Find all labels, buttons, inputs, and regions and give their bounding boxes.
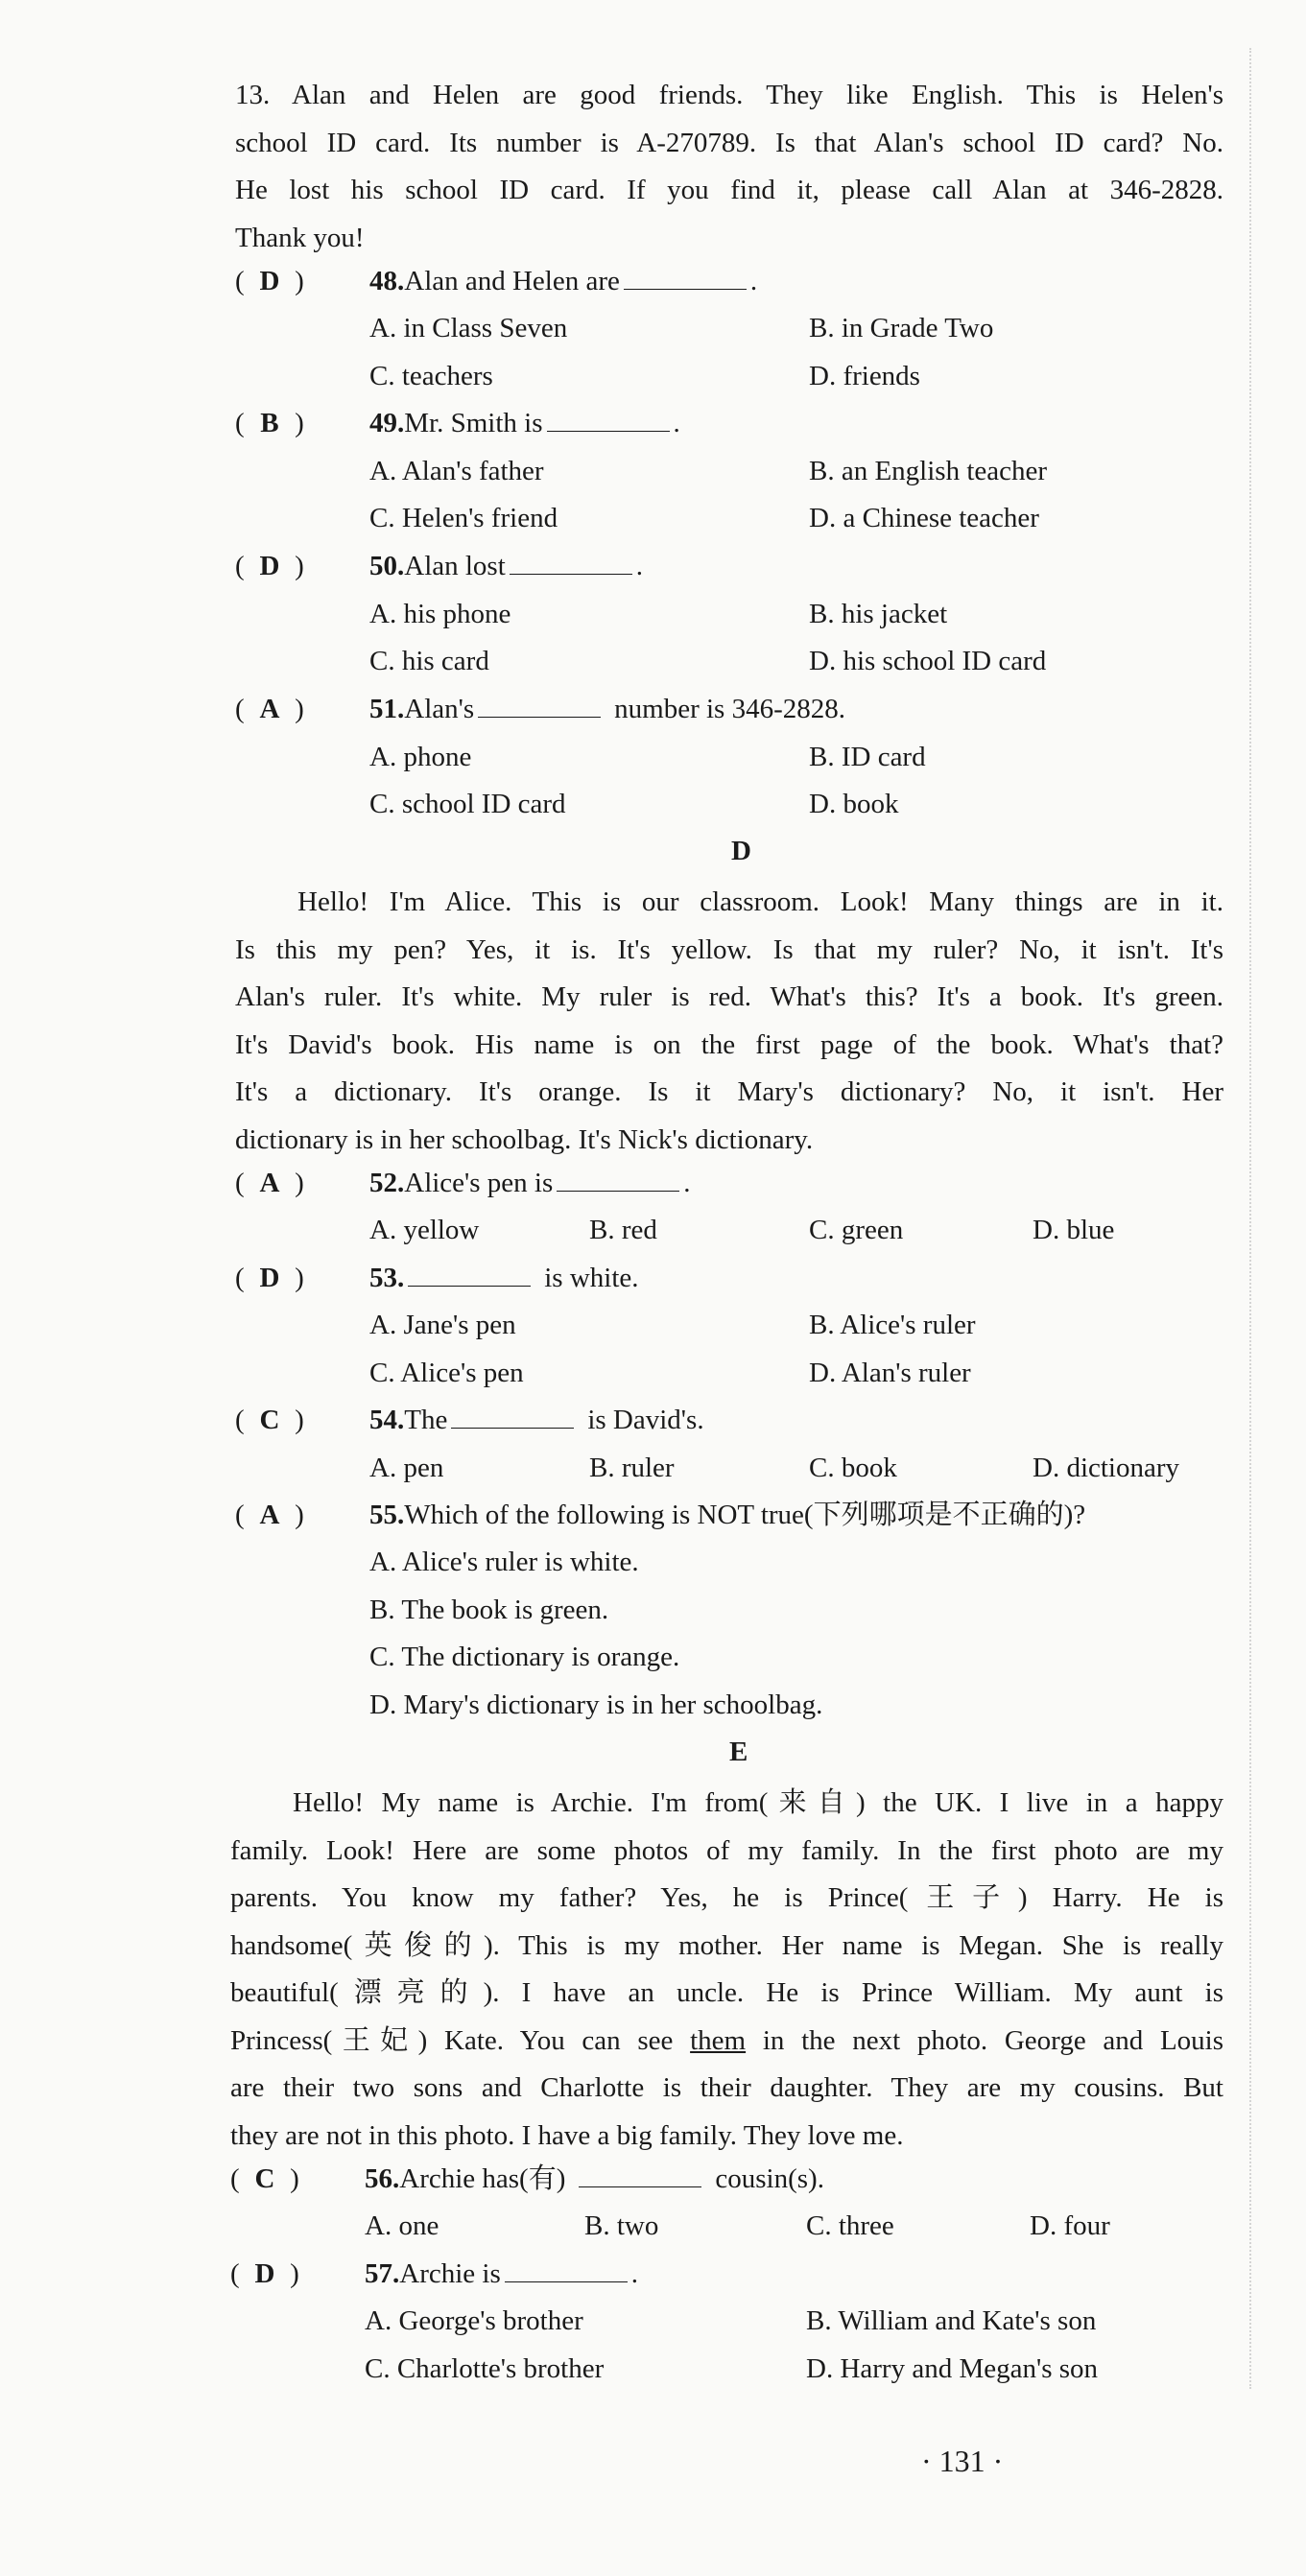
option-c: C. Alice's pen: [369, 1358, 524, 1388]
passage-line: It's David's book. His name is on the first page of the book. What's that?: [235, 1028, 1223, 1060]
option-a: A. Alan's father: [369, 456, 544, 486]
option-d: D. four: [1030, 2210, 1110, 2241]
question-number: 55.: [369, 1500, 405, 1530]
option-a: A. one: [365, 2210, 439, 2241]
question-stem-end: .: [673, 408, 680, 438]
answer-letter: A: [259, 694, 280, 724]
answer-bracket: ( A ): [235, 690, 369, 728]
option-d: D. Alan's ruler: [809, 1358, 971, 1388]
question-52: [235, 1164, 691, 1202]
question-55: [235, 1496, 1085, 1534]
question-stem: Alan lost: [404, 551, 506, 581]
passage-line: 13. Alan and Helen are good friends. They like English. This is Helen's: [235, 80, 1223, 110]
answer-blank: [510, 549, 632, 575]
answer-blank: [408, 1261, 531, 1287]
passage-line-start: Princess(王妃) Kate. You can see: [230, 2024, 674, 2056]
answer-bracket: ( D ): [235, 262, 369, 300]
question-stem: Alice's pen is: [404, 1168, 554, 1198]
passage-line: Hello! My name is Archie. I'm from(来自) the UK. I live in a happy: [293, 1787, 1223, 1818]
option-a: A. George's brother: [365, 2305, 583, 2336]
option-b: B. William and Kate's son: [806, 2305, 1097, 2336]
answer-blank: [547, 406, 670, 432]
option-a: A. pen: [369, 1453, 444, 1483]
question-stem: Alan's: [404, 694, 475, 724]
section-heading-e: E: [729, 1737, 748, 1767]
passage-line: school ID card. Its number is A-270789. Is that Alan's school ID card? No.: [235, 127, 1223, 158]
option-b: B. ruler: [589, 1453, 675, 1483]
answer-blank: [478, 692, 601, 718]
answer-letter: A: [259, 1168, 280, 1198]
question-50: [235, 547, 643, 585]
passage-line: Hello! I'm Alice. This is our classroom. Look! Many things are in it.: [297, 886, 1223, 917]
passage-line: parents. You know my father? Yes, he is Prince(王子) Harry. He is: [230, 1882, 1223, 1913]
question-stem-end: is white.: [544, 1263, 639, 1293]
option-d: D. Mary's dictionary is in her schoolbag.: [369, 1690, 823, 1720]
passage-line: they are not in this photo. I have a big family. They love me.: [230, 2119, 904, 2151]
passage-line: Is this my pen? Yes, it is. It's yellow. Is that my ruler? No, it isn't. It's: [235, 934, 1223, 965]
question-48: [235, 262, 757, 300]
option-d: D. dictionary: [1033, 1453, 1180, 1483]
option-c: C. teachers: [369, 361, 493, 391]
question-stem: Which of the following is NOT true(下列哪项是不正确的)?: [404, 1500, 1086, 1530]
page-number: · 131 ·: [921, 2444, 1004, 2478]
answer-bracket: ( B ): [235, 404, 369, 442]
question-stem: The: [404, 1405, 448, 1435]
question-number: 50.: [369, 551, 405, 581]
question-56: [230, 2160, 824, 2198]
question-54: [235, 1401, 704, 1439]
answer-letter: C: [259, 1405, 280, 1435]
answer-letter: C: [254, 2163, 275, 2194]
question-number: 54.: [369, 1405, 405, 1435]
question-stem-end: number is 346-2828.: [614, 694, 845, 724]
question-number: 51.: [369, 694, 405, 724]
option-b: B. his jacket: [809, 599, 948, 629]
option-d: D. his school ID card: [809, 646, 1047, 676]
passage-line: It's a dictionary. It's orange. Is it Mary's dictionary? No, it isn't. Her: [235, 1076, 1223, 1107]
passage-line: Thank you!: [235, 222, 365, 253]
passage-line: He lost his school ID card. If you find it, please call Alan at 346-2828.: [235, 175, 1223, 205]
question-stem: Archie has(有): [399, 2163, 566, 2194]
passage-13: [235, 72, 1223, 262]
question-51: [235, 690, 845, 728]
option-d: D. book: [809, 789, 899, 819]
option-a: A. in Class Seven: [369, 313, 568, 343]
option-a: A. his phone: [369, 599, 511, 629]
question-number: 57.: [365, 2258, 400, 2289]
passage-line: beautiful(漂亮的). I have an uncle. He is Prince William. My aunt is: [230, 1977, 1223, 2008]
option-c: C. book: [809, 1453, 897, 1483]
option-c: C. his card: [369, 646, 489, 676]
passage-line: handsome(英俊的). This is my mother. Her name is Megan. She is really: [230, 1929, 1223, 1961]
option-c: C. Helen's friend: [369, 503, 558, 533]
option-a: A. yellow: [369, 1215, 480, 1245]
answer-letter: B: [260, 408, 279, 438]
question-stem-end: is David's.: [587, 1405, 704, 1435]
option-b: B. Alice's ruler: [809, 1310, 976, 1340]
answer-blank: [579, 2162, 701, 2187]
option-a: A. Jane's pen: [369, 1310, 516, 1340]
question-stem-end: .: [635, 551, 644, 581]
answer-letter: D: [259, 1263, 280, 1293]
option-b: B. in Grade Two: [809, 313, 994, 343]
option-d: D. a Chinese teacher: [809, 503, 1039, 533]
question-number: 53.: [369, 1263, 405, 1293]
answer-letter: D: [254, 2258, 275, 2289]
answer-letter: D: [259, 551, 280, 581]
question-49: [235, 404, 680, 442]
passage-line: dictionary is in her schoolbag. It's Nick's dictionary.: [235, 1123, 814, 1155]
option-d: D. friends: [809, 361, 920, 391]
passage-line: are their two sons and Charlotte is their daughter. They are my cousins. But: [230, 2072, 1223, 2103]
answer-blank: [505, 2257, 628, 2282]
question-stem: Alan and Helen are: [404, 266, 620, 296]
question-number: 48.: [369, 266, 405, 296]
passage-d: [235, 879, 1223, 1164]
question-stem: Mr. Smith is: [404, 408, 543, 438]
question-stem-end: cousin(s).: [715, 2163, 824, 2194]
option-b: B. red: [589, 1215, 657, 1245]
option-c: C. three: [806, 2210, 894, 2241]
passage-e: [230, 1780, 1223, 2160]
answer-bracket: ( C ): [235, 1401, 369, 1439]
question-stem-end: .: [630, 2258, 638, 2289]
question-stem: Archie is: [399, 2258, 501, 2289]
question-53: [235, 1259, 639, 1297]
question-stem-end: .: [683, 1168, 691, 1198]
option-c: C. school ID card: [369, 789, 566, 819]
option-a: A. Alice's ruler is white.: [369, 1547, 639, 1577]
answer-bracket: ( C ): [230, 2160, 365, 2198]
answer-bracket: ( A ): [235, 1496, 369, 1534]
option-b: B. two: [584, 2210, 659, 2241]
answer-letter: A: [259, 1500, 280, 1530]
option-b: B. ID card: [809, 742, 926, 772]
passage-line: [230, 2018, 1223, 2066]
option-b: B. The book is green.: [369, 1595, 609, 1625]
underlined-word: them: [690, 2024, 747, 2056]
answer-bracket: ( A ): [235, 1164, 369, 1202]
section-heading-d: D: [731, 836, 751, 866]
answer-bracket: ( D ): [235, 547, 369, 585]
option-d: D. blue: [1033, 1215, 1115, 1245]
passage-line-end: in the next photo. George and Louis: [762, 2024, 1224, 2056]
question-number: 52.: [369, 1168, 405, 1198]
option-c: C. The dictionary is orange.: [369, 1642, 680, 1672]
margin-rule: [1249, 48, 1253, 2389]
option-c: C. green: [809, 1215, 904, 1245]
answer-letter: D: [259, 266, 280, 296]
answer-bracket: ( D ): [230, 2255, 365, 2293]
question-number: 56.: [365, 2163, 400, 2194]
answer-bracket: ( D ): [235, 1259, 369, 1297]
answer-blank: [557, 1166, 679, 1192]
passage-line: family. Look! Here are some photos of my family. In the first photo are my: [230, 1834, 1223, 1866]
answer-blank: [624, 264, 747, 290]
question-stem-end: .: [749, 266, 758, 296]
option-c: C. Charlotte's brother: [365, 2353, 605, 2384]
option-b: B. an English teacher: [809, 456, 1048, 486]
question-57: [230, 2255, 638, 2293]
option-a: A. phone: [369, 742, 472, 772]
answer-blank: [451, 1403, 574, 1429]
option-d: D. Harry and Megan's son: [806, 2353, 1099, 2384]
passage-line: Alan's ruler. It's white. My ruler is red. What's this? It's a book. It's green.: [235, 981, 1223, 1012]
question-number: 49.: [369, 408, 405, 438]
